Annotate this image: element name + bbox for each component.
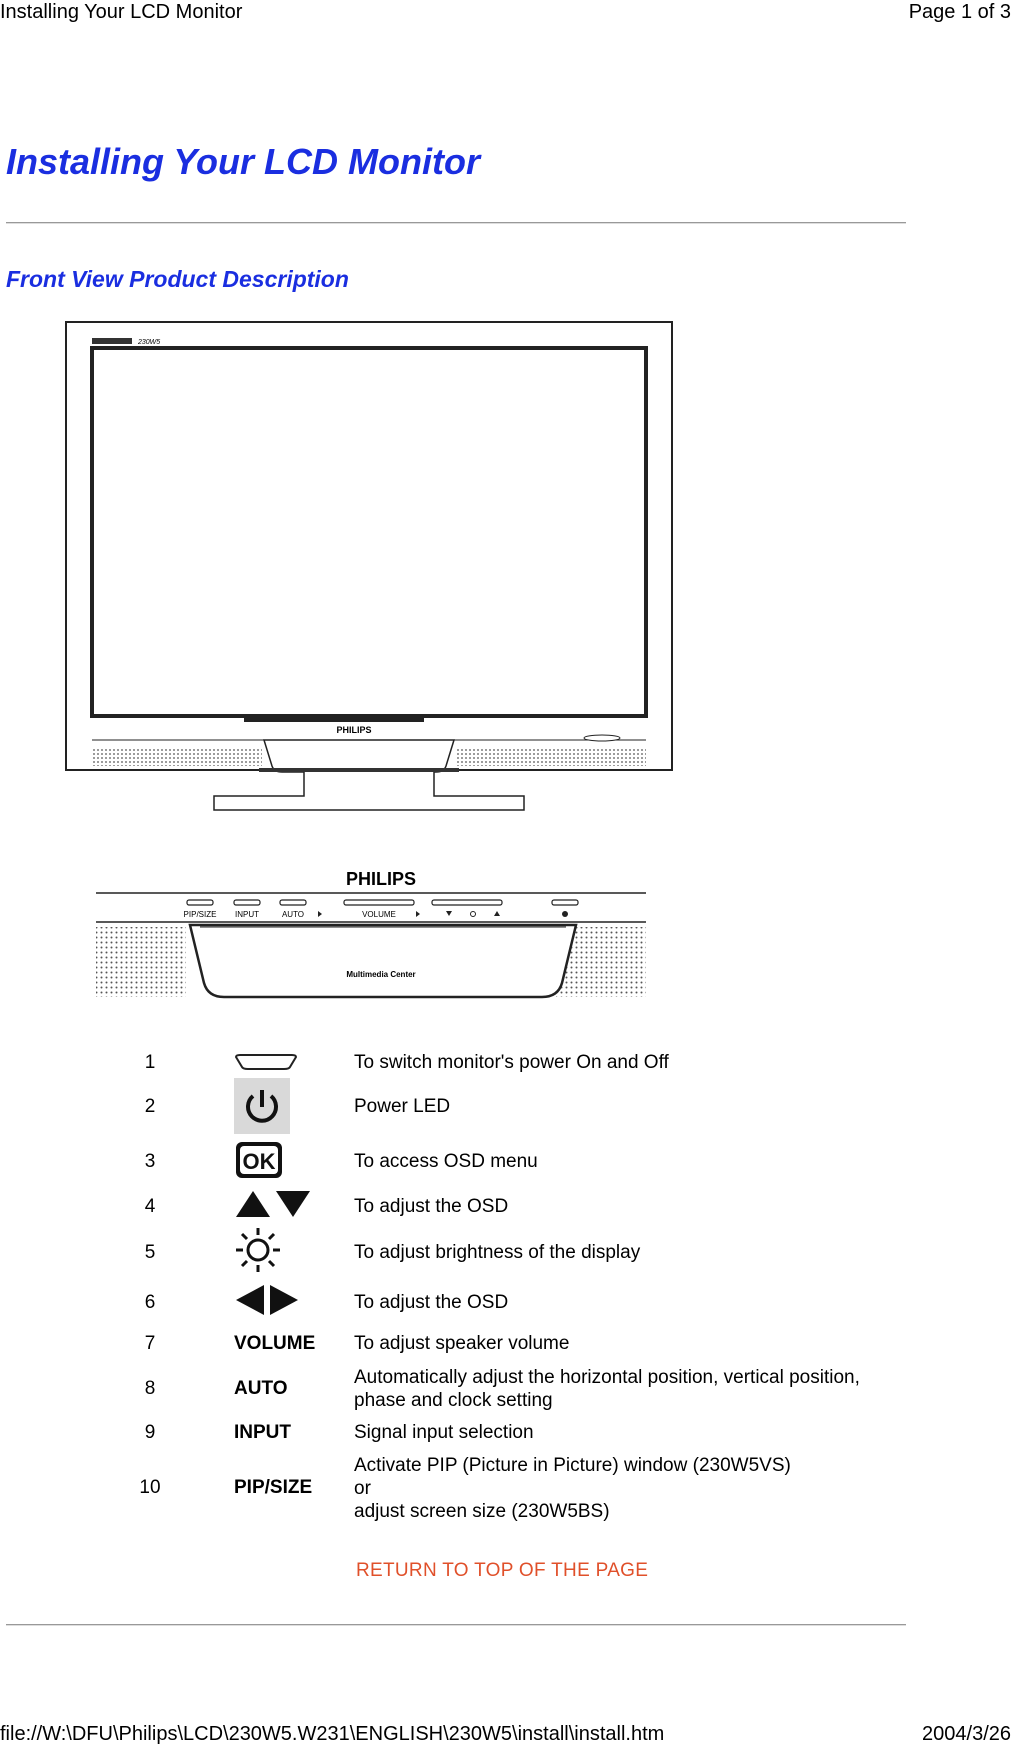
item-number: 6	[144, 1292, 156, 1313]
item-description: To access OSD menu	[354, 1151, 538, 1172]
item-description: To adjust brightness of the display	[354, 1242, 641, 1263]
panel-label-pip: PIP/SIZE	[183, 910, 217, 919]
footer-path: file://W:\DFU\Philips\LCD\230W5.W231\ENGLISH\230W5\install\install.htm	[0, 1723, 665, 1745]
item-number: 5	[144, 1242, 156, 1263]
brightness-icon	[234, 1226, 282, 1280]
desc-line: Automatically adjust the horizontal position, vertical position,	[354, 1367, 860, 1388]
panel-label-volume: VOLUME	[362, 910, 396, 919]
item-keyword: PIP/SIZE	[234, 1477, 313, 1498]
return-to-top-link[interactable]: RETURN TO TOP OF THE PAGE	[356, 1560, 649, 1581]
panel-brand-label: PHILIPS	[345, 869, 417, 889]
panel-label-input: INPUT	[235, 910, 259, 919]
power-led-icon	[234, 1078, 290, 1140]
item-description: To switch monitor's power On and Off	[354, 1052, 669, 1073]
ok-icon-label: OK	[242, 1149, 276, 1174]
item-number: 4	[144, 1196, 156, 1217]
desc-line: phase and clock setting	[354, 1390, 553, 1411]
item-description	[354, 1454, 914, 1523]
model-label: 230W5	[138, 339, 161, 346]
item-description	[354, 1366, 914, 1412]
desc-line: or	[354, 1478, 371, 1499]
header-page-number: Page 1 of 3	[908, 1, 1011, 23]
up-down-arrows-icon	[234, 1189, 312, 1225]
divider-top	[6, 222, 906, 224]
item-keyword: AUTO	[234, 1378, 288, 1399]
ok-icon	[234, 1140, 284, 1186]
control-panel-illustration	[94, 865, 654, 1005]
desc-line: adjust screen size (230W5BS)	[354, 1501, 610, 1522]
item-number: 1	[144, 1052, 156, 1073]
header-title: Installing Your LCD Monitor	[0, 1, 243, 23]
desc-line: Activate PIP (Picture in Picture) window (230W5VS)	[354, 1455, 791, 1476]
brand-label: PHILIPS	[336, 725, 372, 735]
monitor-front-illustration	[64, 320, 676, 820]
item-number: 2	[144, 1096, 156, 1117]
item-number: 3	[144, 1151, 156, 1172]
panel-label-auto: AUTO	[281, 910, 305, 919]
section-title: Front View Product Description	[6, 266, 349, 292]
item-number: 8	[144, 1378, 156, 1399]
item-description: To adjust the OSD	[354, 1292, 509, 1313]
item-description: To adjust the OSD	[354, 1196, 509, 1217]
power-button-icon	[234, 1053, 298, 1077]
item-number: 7	[144, 1333, 156, 1354]
item-number: 9	[144, 1422, 156, 1443]
item-description: To adjust speaker volume	[354, 1333, 570, 1354]
item-keyword: INPUT	[234, 1422, 291, 1443]
page-title: Installing Your LCD Monitor	[6, 141, 480, 182]
footer-date: 2004/3/26	[922, 1723, 1011, 1745]
divider-bottom	[6, 1624, 906, 1626]
item-keyword: VOLUME	[234, 1333, 316, 1354]
item-number: 10	[139, 1477, 161, 1498]
item-description: Power LED	[354, 1096, 451, 1117]
item-description: Signal input selection	[354, 1422, 534, 1443]
left-right-arrows-icon	[234, 1283, 300, 1323]
panel-label-multimedia: Multimedia Center	[346, 970, 416, 979]
